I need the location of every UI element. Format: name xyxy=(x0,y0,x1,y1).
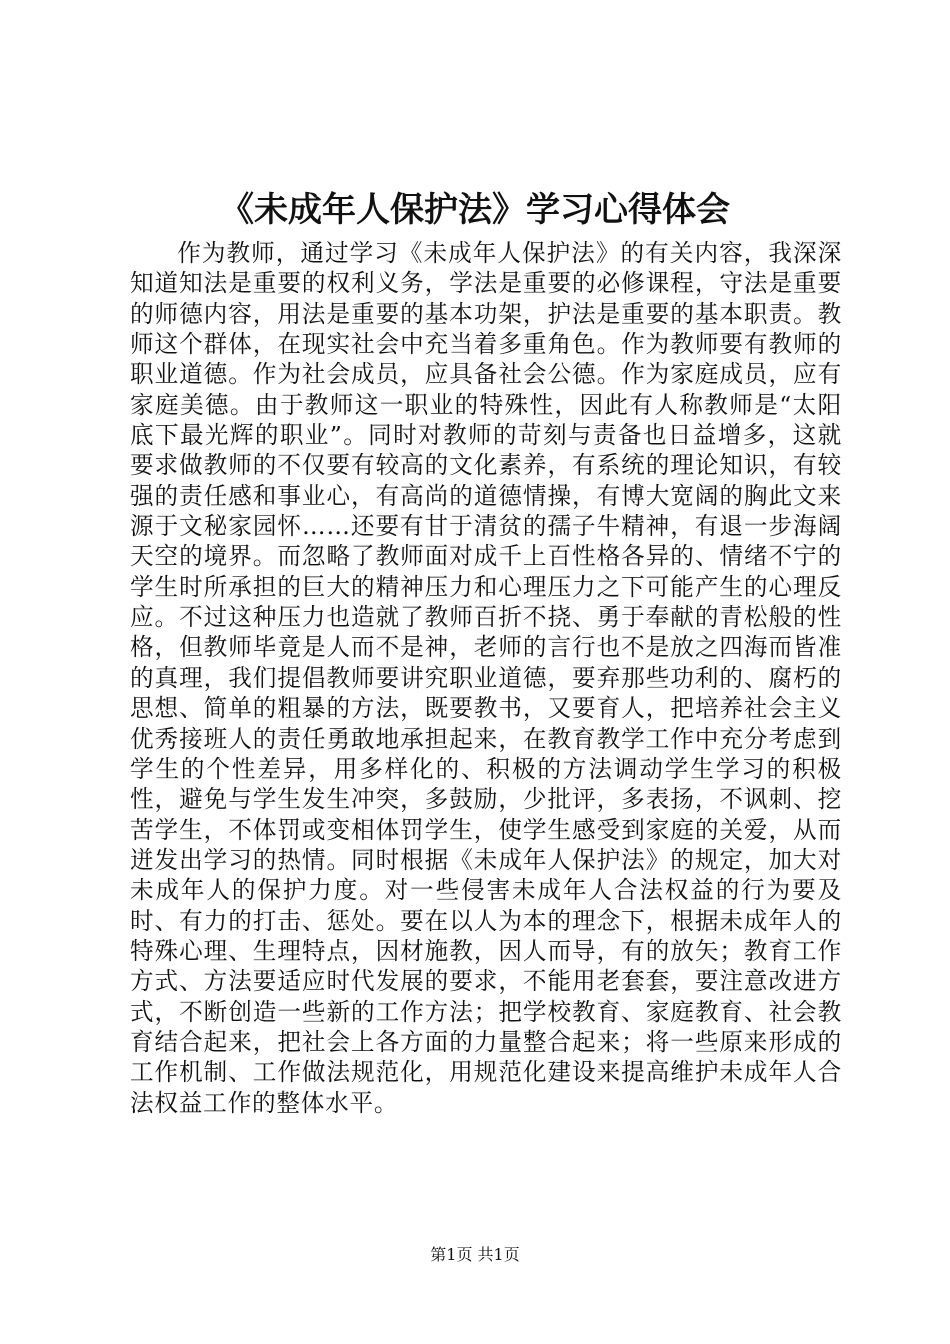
document-title: 《未成年人保护法》学习心得体会 xyxy=(220,190,730,230)
page-number-footer: 第1页 共1页 xyxy=(430,1245,520,1264)
body-paragraph: 作为教师，通过学习《未成年人保护法》的有关内容，我深深知道知法是重要的权利义务，学法是重要的必修课程，守法是重要的师德内容，用法是重要的基本功架，护法是重要的基本职责。教师这个群体，在现实社会中充当着多重角色。作为教师要有教师的职业道德。作为社会成员，应具备社会公德。作为家庭成员，应有家庭美德。由于教师这一职业的特殊性，因此有人称教师是“太阳底下最光辉的职业”。同时对教师的苛刻与责备也日益增多，这就要求做教师的不仅要有较高的文化素养，有系统的理论知识，有较强的责任感和事业心，有高尚的道德情操，有博大宽阔的胸此文来源于文秘家园怀……还要有甘于清贫的孺子牛精神，有退一步海阔天空的境界。而忽略了教师面对成千上百性格各异的、情绪不宁的学生时所承担的巨大的精神压力和心理压力之下可能产生的心理反应。不过这种压力也造就了教师百折不挠、勇于奉献的青松般的性格，但教师毕竟是人而不是神，老师的言行也不是放之四海而皆准的真理，我们提倡教师要讲究职业道德，要弃那些功利的、腐朽的思想、简单的粗暴的方法，既要教书，又要育人，把培养社会主义优秀接班人的责任勇敢地承担起来，在教育教学工作中充分考虑到学生的个性差异，用多样化的、积极的方法调动学生学习的积极性，避免与学生发生冲突，多鼓励，少批评，多表扬，不讽刺、挖苦学生，不体罚或变相体罚学生，使学生感受到家庭的关爱，从而迸发出学习的热情。同时根据《未成年人保护法》的规定，加大对未成年人的保护力度。对一些侵害未成年人合法权益的行为要及时、有力的打击、惩处。要在以人为本的理念下，根据未成年人的特殊心理、生理特点，因材施教，因人而导，有的放矢；教育工作方式、方法要适应时代发展的要求，不能用老套套，要注意改进方式，不断创造一些新的工作方法；把学校教育、家庭教育、社会教育结合起来，把社会上各方面的力量整合起来；将一些原来形成的工作机制、工作做法规范化，用规范化建设来提高维护未成年人合法权益工作的整体水平。 xyxy=(130,239,842,1117)
